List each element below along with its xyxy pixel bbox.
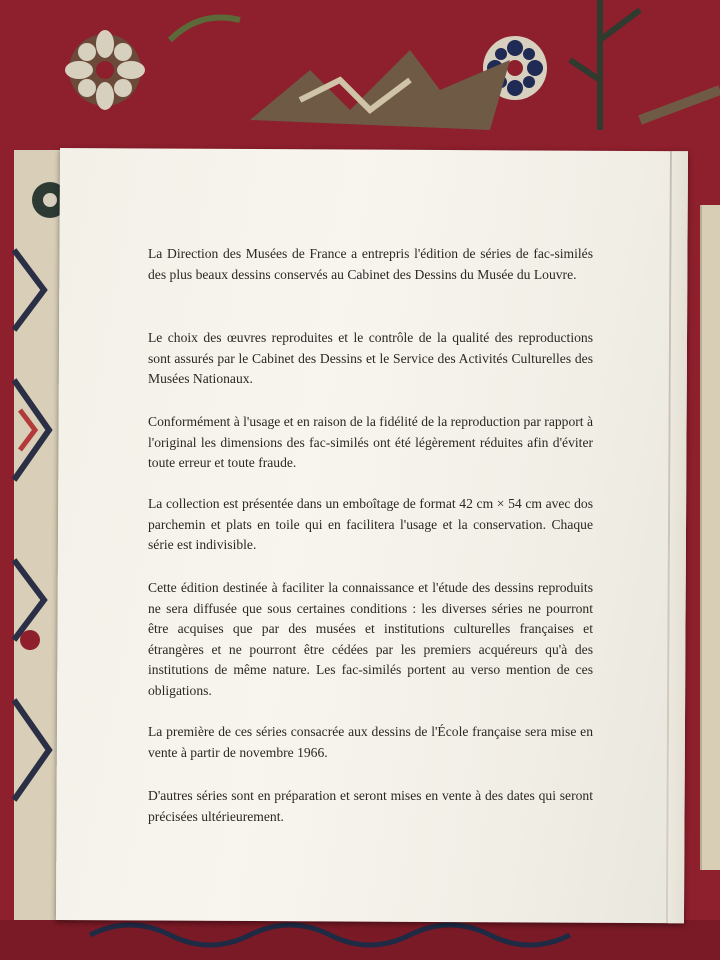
paragraph-1: La Direction des Musées de France a entrepris l'édition de séries de fac-similés des plus beaux dessins conservés au Cabinet des Dessins du Musée du Louvre. (148, 246, 593, 282)
paragraph-6: La première de ces séries consacrée aux dessins de l'École française sera mise en vente à partir de novembre 1966. (148, 724, 593, 760)
paragraph-7: D'autres séries sont en préparation et seront mises en vente à des dates qui seront précisées ultérieurement. (148, 788, 593, 824)
paragraph-5: Cette édition destinée à faciliter la connaissance et l'étude des dessins reproduits ne sera diffusée que sous certaines conditions : les diverses séries ne pourront être acquises que par des musées et institutions culturelles françaises et étrangères et ne pourront être cédées par les premiers acquéreurs qu'à des institutions de même nature. Les fac-similés portent au verso mention de ces obligations. (148, 580, 593, 698)
paragraph-3: Conformément à l'usage et en raison de la fidélité de la reproduction par rapport à l'original les dimensions des fac-similés ont été légèrement réduites afin d'éviter toute erreur et toute fraude. (148, 414, 593, 470)
card-edge (700, 205, 720, 870)
paragraph-4: La collection est présentée dans un emboîtage de format 42 cm × 54 cm avec dos parchemin et plats en toile qui en facilitera l'usage et la conservation. Chaque série est indivisible. (148, 496, 593, 552)
paragraph-2: Le choix des œuvres reproduites et le contrôle de la qualité des reproductions sont assurés par le Cabinet des Dessins et le Service des Activités Culturelles des Musées Nationaux. (148, 330, 593, 386)
